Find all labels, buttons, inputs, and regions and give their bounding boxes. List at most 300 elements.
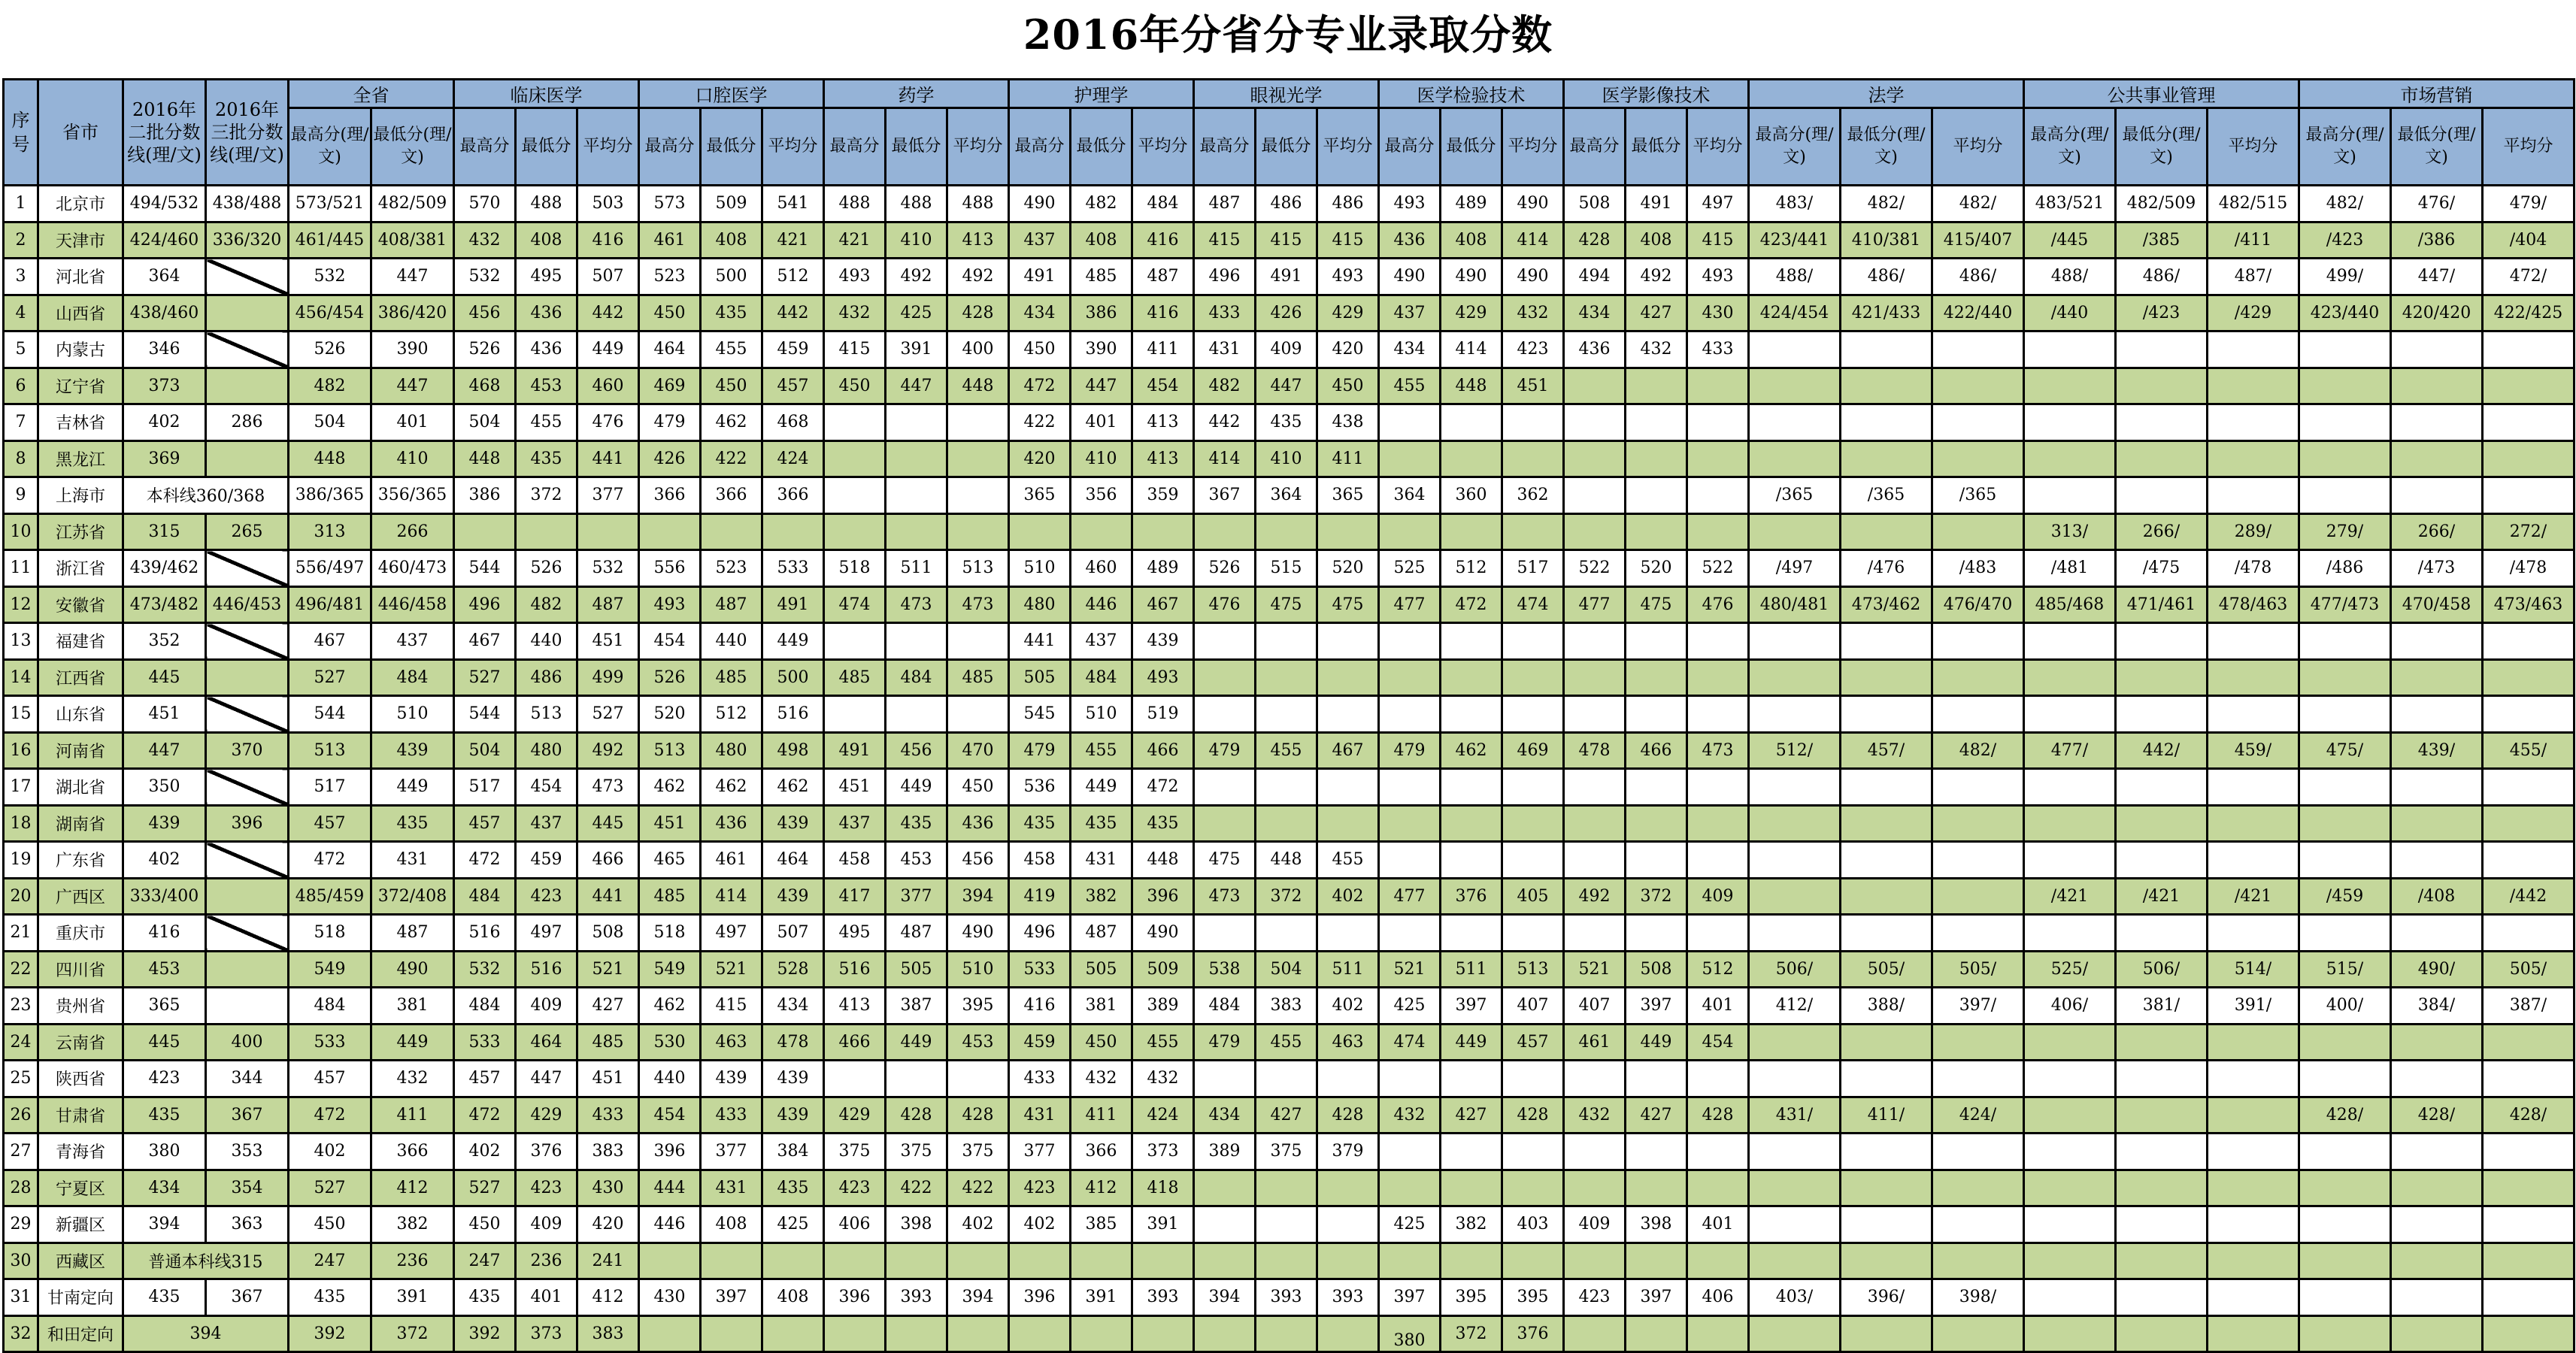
cell-text: 367	[231, 1288, 263, 1307]
score-cell	[1441, 295, 1502, 331]
score-cell	[886, 368, 947, 404]
score-cell	[371, 842, 454, 879]
cell-text: 26	[10, 1105, 32, 1124]
score-cell	[1379, 477, 1441, 514]
row-province	[38, 368, 123, 404]
cell-text: 441	[592, 449, 624, 468]
score-cell	[1256, 186, 1317, 222]
score-cell	[1841, 805, 1932, 842]
score-cell	[1441, 1061, 1502, 1097]
score-cell	[123, 696, 206, 733]
cell-text: 272/	[2509, 522, 2547, 541]
cell-text: 421	[777, 230, 809, 250]
score-cell	[947, 331, 1009, 368]
cell-text: 517	[468, 777, 501, 797]
score-cell	[1132, 440, 1194, 477]
table-row	[4, 186, 2574, 222]
cell-text: 483/	[1775, 194, 1814, 213]
score-cell	[1841, 1134, 1932, 1170]
score-cell	[289, 1024, 371, 1061]
row-province	[38, 477, 123, 514]
score-cell	[824, 842, 886, 879]
score-cell	[2208, 951, 2299, 988]
cell-text: 487	[396, 923, 429, 943]
score-cell	[947, 404, 1009, 441]
score-cell	[2299, 259, 2391, 295]
score-cell	[1749, 842, 1841, 879]
cell-text: 375	[838, 1142, 871, 1161]
score-cell	[824, 550, 886, 587]
score-cell	[2024, 951, 2116, 988]
cell-text: 福建省	[55, 633, 105, 652]
cell-text: 507	[592, 267, 624, 286]
row-province	[38, 769, 123, 806]
score-cell	[2299, 988, 2391, 1025]
score-cell	[639, 623, 701, 660]
cell-text: /421	[2234, 886, 2272, 906]
score-cell	[577, 295, 639, 331]
cell-text: 442	[592, 303, 624, 322]
cell-text: 410/381	[1851, 230, 1921, 250]
score-cell	[577, 586, 639, 623]
cell-text: 366	[396, 1142, 429, 1161]
score-cell	[1564, 915, 1626, 952]
score-cell	[206, 732, 289, 769]
cell-text: 522	[1702, 558, 1734, 578]
cell-text: 411	[1085, 1105, 1117, 1124]
cell-text: 403	[1517, 1215, 1549, 1234]
score-cell	[639, 842, 701, 879]
cell-text: 527	[592, 704, 624, 724]
score-cell	[2116, 513, 2208, 550]
cell-text: 408	[530, 230, 562, 250]
cell-text: 490	[396, 959, 429, 979]
score-cell	[1502, 259, 1564, 295]
score-cell	[2391, 368, 2483, 404]
score-cell	[2299, 1279, 2391, 1316]
score-cell	[947, 732, 1009, 769]
score-cell	[123, 805, 206, 842]
score-cell	[2208, 805, 2299, 842]
score-cell	[1749, 1170, 1841, 1206]
cell-text: 437	[1023, 230, 1056, 250]
row-seq	[4, 878, 38, 915]
score-cell	[2299, 1170, 2391, 1206]
cell-text: 397	[1455, 996, 1487, 1016]
cell-text: 383	[592, 1324, 624, 1343]
cell-text: 448	[1270, 850, 1302, 870]
cell-text: 527	[314, 667, 346, 687]
cell-text: 491	[1270, 267, 1302, 286]
cell-text: 内蒙古	[55, 341, 105, 361]
score-cell	[454, 1206, 516, 1243]
cell-text: /429	[2234, 303, 2272, 322]
cell-text: 457	[468, 1069, 501, 1088]
score-cell	[639, 1097, 701, 1134]
score-cell	[1441, 1206, 1502, 1243]
cell-text: 423	[148, 1069, 180, 1088]
cell-text: 476	[1702, 595, 1734, 614]
cell-text: 462	[715, 413, 747, 432]
row-province	[38, 513, 123, 550]
cell-text: 467	[1332, 740, 1364, 760]
score-cell	[1502, 331, 1564, 368]
header-row-groups	[4, 80, 2574, 108]
score-cell	[2208, 477, 2299, 514]
score-cell	[1132, 1134, 1194, 1170]
score-cell	[516, 1279, 577, 1316]
score-cell	[454, 732, 516, 769]
cell-text: 366	[653, 486, 686, 505]
score-cell	[1071, 295, 1132, 331]
score-cell	[1071, 805, 1132, 842]
score-cell	[1687, 368, 1749, 404]
score-cell	[371, 586, 454, 623]
score-cell	[1194, 404, 1256, 441]
cell-text: 485/459	[295, 886, 365, 906]
cell-text: 山东省	[55, 706, 105, 725]
score-cell	[1502, 805, 1564, 842]
score-cell	[1932, 550, 2024, 587]
cell-text: 424/	[1959, 1105, 1997, 1124]
score-cell	[1194, 440, 1256, 477]
score-cell	[947, 1315, 1009, 1352]
cell-text: 377	[592, 486, 624, 505]
score-cell	[1687, 732, 1749, 769]
score-cell	[2483, 222, 2574, 259]
cell-text: 369	[148, 449, 180, 468]
cell-text: 433	[1208, 303, 1241, 322]
score-cell	[2391, 988, 2483, 1025]
cell-text: 482/	[1959, 740, 1997, 760]
score-cell	[516, 550, 577, 587]
cell-text: 18	[10, 813, 32, 833]
cell-text: 510	[1023, 558, 1056, 578]
score-cell	[2391, 1097, 2483, 1134]
score-cell	[1009, 1279, 1071, 1316]
cell-text: 2	[15, 230, 26, 250]
cell-text: 419	[1023, 886, 1056, 906]
score-cell	[1071, 331, 1132, 368]
score-cell	[1009, 769, 1071, 806]
cell-text: 451	[838, 777, 871, 797]
score-cell	[639, 586, 701, 623]
cell-text: 395	[1517, 1288, 1549, 1307]
score-cell	[1564, 404, 1626, 441]
score-cell	[1194, 1024, 1256, 1061]
score-cell	[289, 259, 371, 295]
cell-text: 383	[592, 1142, 624, 1161]
score-cell	[762, 696, 824, 733]
score-cell	[1749, 368, 1841, 404]
score-cell	[123, 1024, 206, 1061]
cell-text: 515	[1270, 558, 1302, 578]
score-cell	[824, 732, 886, 769]
cell-text: 385	[1085, 1215, 1117, 1234]
cell-text: 407	[1517, 996, 1549, 1016]
score-cell	[701, 331, 762, 368]
row-province	[38, 623, 123, 660]
score-cell	[1932, 951, 2024, 988]
cell-text: 473	[1702, 740, 1734, 760]
cell-text: 472	[468, 1105, 501, 1124]
score-cell	[2024, 477, 2116, 514]
cell-text: 473/462	[1851, 595, 1921, 614]
score-cell	[947, 915, 1009, 952]
score-cell	[886, 951, 947, 988]
score-cell	[762, 988, 824, 1025]
table-row	[4, 1134, 2574, 1170]
cell-text: 398	[900, 1215, 932, 1234]
score-cell	[1009, 1024, 1071, 1061]
score-cell	[1317, 1024, 1379, 1061]
cell-text: 573	[653, 194, 686, 213]
cell-text: 451	[148, 704, 180, 724]
cell-text: 470	[962, 740, 994, 760]
score-cell	[824, 769, 886, 806]
score-cell	[2391, 404, 2483, 441]
cell-text: 493	[1147, 667, 1179, 687]
cell-text: 511	[1455, 959, 1487, 979]
score-cell	[1626, 295, 1687, 331]
cell-text: 437	[838, 813, 871, 833]
table-row	[4, 259, 2574, 295]
score-cell	[1071, 222, 1132, 259]
cell-text: 447	[1085, 376, 1117, 395]
score-cell	[2391, 295, 2483, 331]
cell-text: 423	[838, 1178, 871, 1197]
score-cell	[1194, 259, 1256, 295]
score-cell	[1009, 951, 1071, 988]
score-cell	[1009, 878, 1071, 915]
score-cell	[886, 550, 947, 587]
cell-text: 386	[1085, 303, 1117, 322]
header-subcolumn: 最高分	[639, 108, 701, 186]
score-cell	[289, 586, 371, 623]
row-province	[38, 586, 123, 623]
cell-text: /411	[2234, 230, 2272, 250]
score-cell	[1194, 295, 1256, 331]
cell-text: 425	[1393, 1215, 1426, 1234]
score-cell	[371, 331, 454, 368]
row-seq	[4, 805, 38, 842]
score-cell	[123, 659, 206, 696]
score-cell	[1256, 732, 1317, 769]
score-cell	[123, 331, 206, 368]
score-cell	[1194, 1061, 1256, 1097]
cell-text: /423	[2142, 303, 2181, 322]
table-row	[4, 295, 2574, 331]
cell-text: 415	[1208, 230, 1241, 250]
score-cell	[1841, 368, 1932, 404]
score-cell	[371, 1061, 454, 1097]
cell-text: 401	[1702, 1215, 1734, 1234]
cell-text: 416	[1023, 996, 1056, 1016]
score-cell	[947, 477, 1009, 514]
cell-text: 473/463	[2493, 595, 2563, 614]
score-cell	[1841, 1061, 1932, 1097]
score-cell	[1071, 769, 1132, 806]
score-cell	[639, 1134, 701, 1170]
score-cell	[1626, 259, 1687, 295]
cell-text: 236	[396, 1251, 429, 1270]
cell-text: 490	[1023, 194, 1056, 213]
score-cell	[1564, 805, 1626, 842]
row-province	[38, 550, 123, 587]
cell-text: 476	[1208, 595, 1241, 614]
score-cell	[1194, 1170, 1256, 1206]
score-cell	[1749, 951, 1841, 988]
score-cell	[1749, 805, 1841, 842]
score-cell	[289, 659, 371, 696]
cell-text: 435	[148, 1105, 180, 1124]
score-cell	[2391, 659, 2483, 696]
score-cell	[1317, 805, 1379, 842]
empty-slash-cell	[206, 659, 289, 696]
score-cell	[947, 623, 1009, 660]
cell-text: 439	[777, 886, 809, 906]
score-cell	[1009, 988, 1071, 1025]
cell-text: /481	[2050, 558, 2089, 578]
score-cell	[1379, 440, 1441, 477]
cell-text: 390	[1085, 340, 1117, 359]
score-cell	[2116, 696, 2208, 733]
cell-text: 448	[962, 376, 994, 395]
score-cell	[947, 1061, 1009, 1097]
score-cell	[1194, 513, 1256, 550]
score-cell	[1841, 1097, 1932, 1134]
score-cell	[1379, 842, 1441, 879]
cell-text: 389	[1147, 996, 1179, 1016]
cell-text: 472	[1455, 595, 1487, 614]
score-cell	[1194, 623, 1256, 660]
score-cell	[2116, 1315, 2208, 1352]
cell-text: 496	[1023, 923, 1056, 943]
cell-text: 475	[1640, 595, 1672, 614]
cell-text: 375	[900, 1142, 932, 1161]
cell-text: 538	[1208, 959, 1241, 979]
score-cell	[289, 988, 371, 1025]
cell-text: 475	[1270, 595, 1302, 614]
cell-text: 402	[1332, 886, 1364, 906]
score-cell	[701, 477, 762, 514]
score-cell	[577, 696, 639, 733]
score-cell	[2024, 842, 2116, 879]
score-cell	[762, 769, 824, 806]
score-cell	[1564, 1243, 1626, 1279]
cell-text: 411	[1147, 340, 1179, 359]
score-cell	[2483, 550, 2574, 587]
cell-text: 499	[592, 667, 624, 687]
cell-text: 247	[314, 1251, 346, 1270]
score-cell	[1317, 1315, 1379, 1352]
cell-text: 376	[530, 1142, 562, 1161]
cell-text: 402	[148, 850, 180, 870]
cell-text: 416	[148, 923, 180, 943]
score-cell	[123, 186, 206, 222]
score-cell	[1132, 477, 1194, 514]
score-cell	[1071, 550, 1132, 587]
cell-text: 400/	[2326, 996, 2364, 1016]
score-cell	[1071, 842, 1132, 879]
score-cell	[2116, 1097, 2208, 1134]
cell-text: 573/521	[295, 194, 365, 213]
cell-text: 350	[148, 777, 180, 797]
cell-text: 429	[1332, 303, 1364, 322]
cell-text: 22	[10, 959, 32, 979]
score-cell	[1379, 696, 1441, 733]
cell-text: 陕西省	[55, 1070, 105, 1090]
cell-text: 32	[10, 1324, 32, 1343]
cell-text: 435	[1270, 413, 1302, 432]
cell-text: 420	[1332, 340, 1364, 359]
score-cell	[2483, 1061, 2574, 1097]
score-cell	[454, 1170, 516, 1206]
cell-text: 528	[777, 959, 809, 979]
cell-text: /459	[2326, 886, 2364, 906]
score-cell	[1841, 769, 1932, 806]
cell-text: 379	[1332, 1142, 1364, 1161]
header-subcolumn: 最低分(理/文)	[2116, 108, 2208, 186]
score-cell	[2116, 222, 2208, 259]
score-cell	[1749, 1243, 1841, 1279]
score-cell	[454, 513, 516, 550]
score-cell	[371, 988, 454, 1025]
cell-text: 423/441	[1759, 230, 1829, 250]
cell-text: 457	[1517, 1032, 1549, 1052]
cell-text: 490	[1517, 194, 1549, 213]
cell-text: 451	[592, 631, 624, 651]
score-cell	[1256, 440, 1317, 477]
cell-text: 西藏区	[55, 1252, 105, 1272]
cell-text: 494	[1578, 267, 1611, 286]
table-row	[4, 477, 2574, 514]
cell-text: 485	[715, 667, 747, 687]
cell-text: 434	[1393, 340, 1426, 359]
cell-text: 483/521	[2035, 194, 2105, 213]
cell-text: 487	[1208, 194, 1241, 213]
score-cell	[289, 477, 371, 514]
cell-text: 469	[653, 376, 686, 395]
cell-text: 484	[1147, 194, 1179, 213]
cell-text: 420/420	[2402, 303, 2471, 322]
cell-text: 430	[592, 1178, 624, 1197]
cell-text: 356/365	[377, 486, 447, 505]
score-cell	[762, 259, 824, 295]
cell-text: 472	[314, 850, 346, 870]
score-cell	[1256, 222, 1317, 259]
cell-text: /408	[2417, 886, 2456, 906]
cell-text: 397/	[1959, 996, 1997, 1016]
score-cell	[762, 186, 824, 222]
cell-text: 429	[1455, 303, 1487, 322]
empty-slash-cell	[206, 696, 289, 733]
score-cell	[1441, 222, 1502, 259]
score-cell	[1687, 259, 1749, 295]
cell-text: /423	[2326, 230, 2364, 250]
score-cell	[1932, 1206, 2024, 1243]
cell-text: 394	[189, 1324, 222, 1343]
score-cell	[1502, 368, 1564, 404]
score-cell	[639, 404, 701, 441]
score-cell	[454, 623, 516, 660]
header-subcolumn: 最高分	[1194, 108, 1256, 186]
score-cell	[1132, 368, 1194, 404]
cell-text: 418	[1147, 1178, 1179, 1197]
score-cell	[1932, 186, 2024, 222]
cell-text: 439/462	[129, 558, 199, 578]
score-cell	[1317, 1279, 1379, 1316]
